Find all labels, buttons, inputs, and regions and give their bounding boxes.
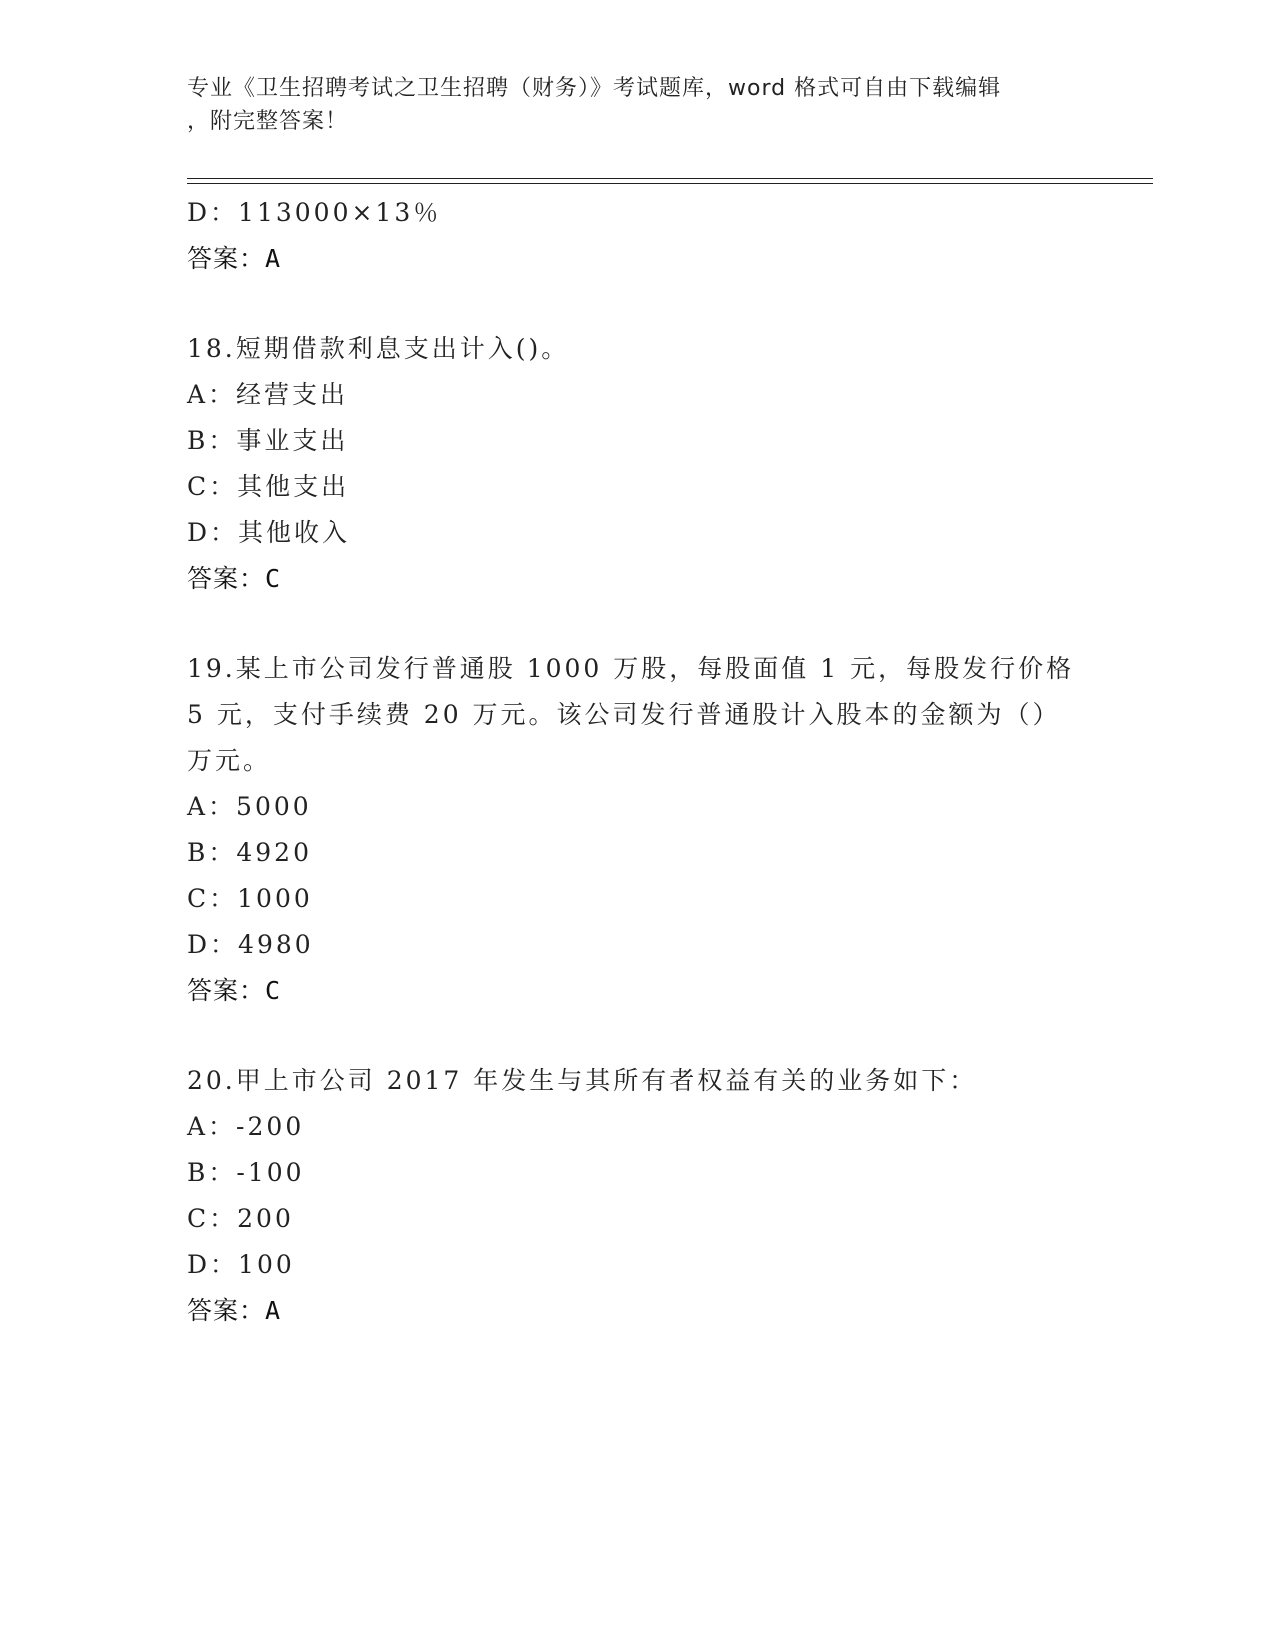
- question-stem: 18.短期借款利息支出计入()。: [187, 334, 570, 363]
- question-stem: 20.甲上市公司 2017 年发生与其所有者权益有关的业务如下：: [187, 1066, 978, 1095]
- answer-line: [187, 236, 1087, 282]
- block-spacer: [187, 602, 1087, 642]
- answer-value: C: [265, 976, 282, 1005]
- option-c: C：200: [187, 1204, 294, 1233]
- answer-label: 答案：: [187, 564, 266, 593]
- option-b: B：事业支出: [187, 426, 349, 455]
- question-19: [187, 646, 1087, 1014]
- block-spacer: [187, 1014, 1087, 1054]
- header-title-line-1: 专业《卫生招聘考试之卫生招聘（财务）》考试题库，word 格式可自由下载编辑: [187, 76, 1002, 101]
- answer-line: [187, 556, 1087, 602]
- option-a: A：5000: [187, 792, 312, 821]
- option-b: B：-100: [187, 1158, 305, 1187]
- document-header: [187, 72, 1067, 138]
- option-d: D：113000×13％: [187, 198, 442, 227]
- answer-value: A: [265, 1296, 282, 1325]
- question-stem-line-3: 万元。: [187, 746, 272, 775]
- option-b: B：4920: [187, 838, 312, 867]
- question-17-tail: [187, 190, 1087, 282]
- option-c: C：其他支出: [187, 472, 350, 501]
- block-spacer: [187, 282, 1087, 322]
- option-d: D：100: [187, 1250, 295, 1279]
- question-stem-line-1: 19.某上市公司发行普通股 1000 万股，每股面值 1 元，每股发行价格: [187, 654, 1075, 683]
- answer-value: C: [265, 564, 282, 593]
- header-divider-bottom: [187, 183, 1153, 184]
- question-stem-line-2: 5 元，支付手续费 20 万元。该公司发行普通股计入股本的金额为（）: [187, 700, 1061, 729]
- header-title-line-2: ，附完整答案！: [187, 109, 349, 134]
- question-20: [187, 1058, 1087, 1334]
- option-a: A：-200: [187, 1112, 305, 1141]
- option-a: A：经营支出: [187, 380, 349, 409]
- answer-line: [187, 1288, 1087, 1334]
- option-c: C：1000: [187, 884, 313, 913]
- answer-label: 答案：: [187, 244, 266, 273]
- option-d: D：4980: [187, 930, 314, 959]
- answer-line: [187, 968, 1087, 1014]
- answer-label: 答案：: [187, 1296, 266, 1325]
- option-d: D：其他收入: [187, 518, 351, 547]
- answer-value: A: [265, 244, 282, 273]
- question-18: [187, 326, 1087, 602]
- answer-label: 答案：: [187, 976, 266, 1005]
- question-content: [187, 190, 1087, 1334]
- header-divider-top: [187, 178, 1153, 179]
